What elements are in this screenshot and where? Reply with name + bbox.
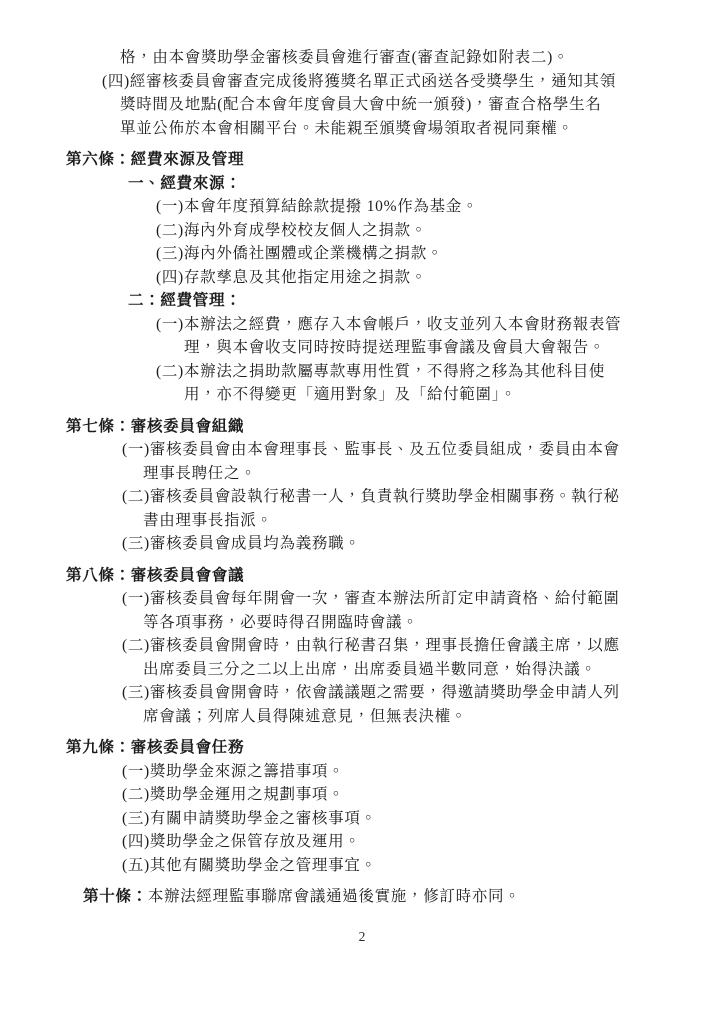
text-line: (一)本會年度預算結餘款提撥 10%作為基金。 [156,198,479,215]
article-number: 第十條： [83,888,148,905]
text-line: (四)獎助學金之保管存放及運用。 [122,833,361,850]
page-number: 2 [358,929,366,944]
text-line: 等各項事務，必要時得召開臨時會議。 [143,613,419,631]
section-heading: 一、經費來源： [128,174,242,192]
text-line: (二)本辦法之捐助款屬專款專用性質，不得將之移為其他科目使 [156,362,606,380]
text-line: (一)審核委員會由本會理事長、監事長、及五位委員組成，委員由本會 [122,441,620,458]
text-line: 理事長聘任之。 [143,464,257,482]
article-heading-7: 第七條：審核委員會組織 [66,417,245,435]
text-line: 出席委員三分之二以上出席，出席委員過半數同意，始得決議。 [143,660,597,678]
text-line: 格，由本會獎助學金審核委員會進行審查(審查記錄如附表二)。 [120,49,570,66]
article-text: 本辦法經理監事聯席會議通過後實施，修訂時亦同。 [147,888,521,905]
text-line: 獎時間及地點(配合本會年度會員大會中統一頒發)，審查合格學生名 [120,96,602,113]
section-heading: 二：經費管理： [128,292,242,309]
text-line: (二)海內外育成學校校友個人之捐款。 [156,221,427,239]
article-heading-6: 第六條：經費來源及管理 [66,151,245,168]
text-line: 席會議；列席人員得陳述意見，但無表決權。 [143,707,468,725]
text-line: (四)存款孳息及其他指定用途之捐款。 [156,268,427,286]
article-heading-10 [0,885,724,909]
text-line: (二)審核委員會開會時，由執行秘書召集，理事長擔任會議主席，以應 [122,637,620,654]
text-line: (二)審核委員會設執行秘書一人，負責執行獎助學金相關事務。執行秘 [122,488,620,505]
text-line: (一)獎助學金來源之籌措事項。 [122,762,345,780]
text-line: 單並公佈於本會相關平台。未能親至頒獎會場領取者視同棄權。 [120,119,574,137]
article-heading-8: 第八條：審核委員會會議 [66,566,245,584]
text-line: (一)審核委員會每年開會一次，審查本辦法所訂定申請資格、給付範圍 [122,590,620,607]
article-heading-9: 第九條：審核委員會任務 [66,739,245,756]
text-line: (一)本辦法之經費，應存入本會帳戶，收支並列入本會財務報表管 [156,315,622,333]
text-line: (三)海內外僑社團體或企業機構之捐款。 [156,245,444,262]
text-line: (二)獎助學金運用之規劃事項。 [122,786,345,803]
text-line: 理，與本會收支同時按時提送理監事會議及會員大會報告。 [184,339,606,356]
text-line: 書由理事長指派。 [143,511,273,529]
text-line: (五)其他有關獎助學金之管理事宜。 [122,856,377,874]
text-line: 用，亦不得變更「適用對象」及「給付範圍」。 [184,386,517,403]
text-line: (三)審核委員會成員均為義務職。 [122,535,361,552]
text-line: (四)經審核委員會審查完成後將獲獎名單正式函送各受獎學生，通知其領 [102,72,616,90]
text-line: (三)有關申請獎助學金之審核事項。 [122,809,377,827]
text-line: (三)審核委員會開會時，依會議議題之需要，得邀請獎助學金申請人列 [122,684,620,701]
